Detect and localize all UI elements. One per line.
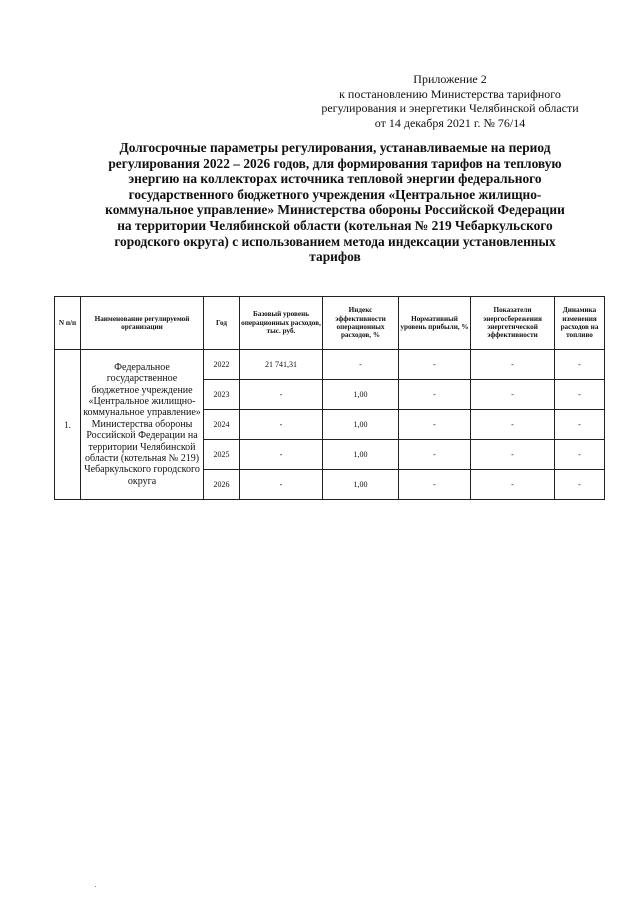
header-base-level: Базовый уровень операционных расходов, тыс. руб.: [240, 297, 323, 350]
title-line: государственного бюджетного учреждения «Центральное жилищно-: [128, 186, 542, 202]
title-line: городского округа) с использованием метода индексации установленных: [114, 233, 556, 249]
row-number: 1.: [55, 350, 81, 500]
cell-year: 2024: [204, 410, 240, 440]
cell-energy-saving: -: [471, 410, 555, 440]
title-line: коммунальное управление» Министерства обороны Российской Федерации: [105, 202, 565, 218]
cell-fuel-dynamics: -: [555, 470, 605, 500]
cell-energy-saving: -: [471, 380, 555, 410]
title-line: регулирования 2022 – 2026 годов, для формирования тарифов на тепловую: [108, 155, 562, 171]
title-line: на территории Челябинской области (котельная № 219 Чебаркульского: [117, 217, 553, 233]
title-line: тарифов: [309, 249, 361, 265]
document-title: [70, 140, 600, 265]
appendix-line: к постановлению Министерства тарифного: [339, 86, 561, 101]
cell-energy-saving: -: [471, 440, 555, 470]
table-row: [55, 350, 605, 380]
cell-year: 2022: [204, 350, 240, 380]
cell-year: 2023: [204, 380, 240, 410]
cell-energy-saving: -: [471, 350, 555, 380]
cell-profit-level: -: [399, 410, 471, 440]
appendix-line: от 14 декабря 2021 г. № 76/14: [374, 115, 526, 130]
cell-fuel-dynamics: -: [555, 410, 605, 440]
appendix-line: Приложение 2: [413, 72, 487, 86]
header-efficiency-index: Индекс эффективности операционных расходов, %: [323, 297, 399, 350]
scan-speck: [95, 886, 96, 887]
appendix-header: [300, 72, 600, 130]
appendix-line: регулирования и энергетики Челябинской области: [321, 101, 579, 115]
cell-base-level: -: [240, 380, 323, 410]
cell-base-level: -: [240, 410, 323, 440]
cell-profit-level: -: [399, 440, 471, 470]
header-year: Год: [204, 297, 240, 350]
cell-efficiency-index: 1,00: [323, 410, 399, 440]
cell-base-level: 21 741,31: [240, 350, 323, 380]
cell-profit-level: -: [399, 380, 471, 410]
cell-year: 2025: [204, 440, 240, 470]
header-profit-level: Нормативный уровень прибыли, %: [399, 297, 471, 350]
cell-fuel-dynamics: -: [555, 440, 605, 470]
cell-efficiency-index: -: [323, 350, 399, 380]
cell-energy-saving: -: [471, 470, 555, 500]
header-num: N п/п: [55, 297, 81, 350]
header-org: Наименование регулируемой организации: [81, 297, 204, 350]
parameters-table: [54, 296, 605, 500]
title-line: энергию на коллекторах источника тепловой энергии федерального: [128, 171, 542, 187]
cell-base-level: -: [240, 440, 323, 470]
header-fuel-dynamics: Динамика изменения расходов на топливо: [555, 297, 605, 350]
table-header-row: [55, 297, 605, 350]
header-energy-saving: Показатели энергосбережения энергетической эффективности: [471, 297, 555, 350]
cell-profit-level: -: [399, 470, 471, 500]
title-line: Долгосрочные параметры регулирования, устанавливаемые на период: [119, 140, 551, 155]
cell-fuel-dynamics: -: [555, 350, 605, 380]
cell-year: 2026: [204, 470, 240, 500]
cell-fuel-dynamics: -: [555, 380, 605, 410]
cell-efficiency-index: 1,00: [323, 380, 399, 410]
cell-profit-level: -: [399, 350, 471, 380]
cell-efficiency-index: 1,00: [323, 440, 399, 470]
cell-base-level: -: [240, 470, 323, 500]
organization-name: Федеральное государственное бюджетное учреждение «Центральное жилищно-коммунальное управление» Министерства обороны Российской Федерации на территории Челябинской области (котельная № 219) Чебаркульского городского округа: [81, 350, 204, 500]
cell-efficiency-index: 1,00: [323, 470, 399, 500]
